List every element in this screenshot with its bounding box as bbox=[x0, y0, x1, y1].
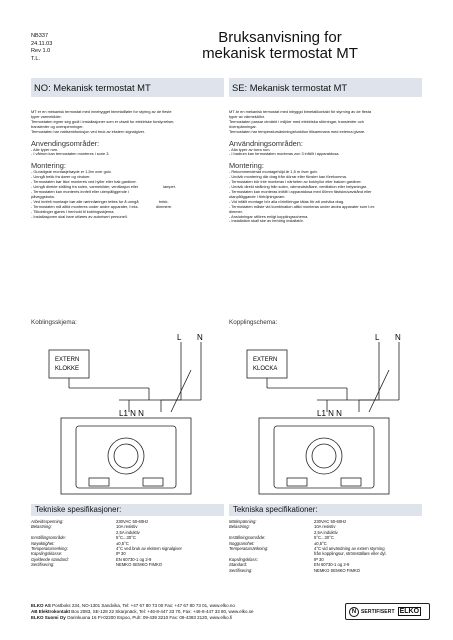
company-name: AB Elektrokontakt bbox=[31, 609, 71, 615]
spec-key: Sertifisering: bbox=[31, 562, 55, 568]
list-item: - Termostaten kan monteras infällt i apparatdosa med 60mm fästskruvavstånd eller bbox=[229, 188, 372, 194]
spec-value: 4°C ved bruk av ekstern signalgiver bbox=[116, 546, 182, 552]
spec-value: 2,5A induktiv bbox=[314, 529, 338, 535]
spec-value: EN 60730-1 og 2-9 bbox=[116, 556, 152, 562]
spec-key: Temperatursenking: bbox=[31, 546, 68, 552]
se-spec-table bbox=[229, 519, 422, 573]
doc-revision: Rev 1.0 bbox=[31, 48, 51, 55]
list-item: - Installasjonen skal bare utføres av autorisert personell. bbox=[31, 213, 128, 219]
text-line: MT er en mekanisk termostat med innebygget bimetallføler for styring av de fleste bbox=[31, 109, 172, 114]
spec-value: 5°C...30°C bbox=[116, 535, 136, 541]
terminal-labels: L1 N N bbox=[317, 409, 342, 418]
se-schema-label: Kopplingschema: bbox=[229, 319, 278, 326]
text-line: typer varmekilder. bbox=[31, 113, 62, 119]
spec-row bbox=[31, 562, 224, 567]
spec-value: 10A resistiv bbox=[314, 524, 336, 530]
spec-value: 10A resistiv bbox=[116, 524, 138, 530]
klocka-label: KLOCKA bbox=[253, 366, 278, 372]
extern-label: EXTERN bbox=[55, 357, 80, 363]
list-item: - Alla typer av torra rum. bbox=[229, 146, 271, 152]
list-item: - Termostaten kan monteres innfelt eller utenpåliggende i bbox=[31, 188, 129, 194]
se-body bbox=[229, 110, 422, 224]
text-line: Termostaten passar utmärkt i miljöer med elektriska störningar, transienter och bbox=[229, 118, 364, 124]
list-item: - Tilkoblinger gjøres i henhold til koblingsskjema. bbox=[31, 208, 115, 214]
certified-label: SERTIFISERT bbox=[361, 608, 395, 615]
title-line-2: mekanisk termostat MT bbox=[202, 45, 358, 62]
text-line: transienter og overspenninger. bbox=[31, 123, 84, 129]
spec-key: Gjeldende standard: bbox=[31, 556, 69, 562]
spec-value: NEMKO SEMKO FIMKO bbox=[116, 562, 163, 568]
extern-label: EXTERN bbox=[253, 357, 278, 363]
list-item: - Ved innfelt montasje bør alle rørinnføringer tettes for å unngå trekk. bbox=[31, 198, 169, 204]
spec-key: Belastning: bbox=[31, 524, 52, 530]
text-line: Termostaten har temperatursänkningsfunktion tillsammans med externa givare. bbox=[229, 128, 366, 134]
se-mount-heading: Montering: bbox=[229, 161, 264, 171]
clock-box bbox=[49, 350, 89, 378]
nemko-icon: N bbox=[349, 607, 359, 617]
document-meta bbox=[31, 33, 52, 63]
contact-text: Box 2083, SE-128 22 Skarpnäck, Tel: +46-8-447 33 70, Fax: +46-8-447 33 80, www.elko.se bbox=[71, 609, 254, 615]
wiring-diagram-no bbox=[31, 330, 221, 498]
spec-key: Arbeidsspenning: bbox=[31, 519, 64, 524]
spec-key: Märkspänning: bbox=[229, 519, 257, 524]
spec-key: Belastning: bbox=[229, 524, 250, 530]
text-line: Termostaten har nattsenkfunksjon ved bruk av ekstern signalgiver. bbox=[31, 128, 145, 134]
l-label: L bbox=[375, 333, 380, 342]
no-use-heading: Anvendingsområder: bbox=[31, 138, 100, 148]
list-item: utanpåliggande i förhöjningsram. bbox=[229, 193, 286, 199]
footer-line-fi bbox=[31, 615, 254, 621]
list-item: - Unngå trekk fra dører og vinduer. bbox=[31, 174, 91, 180]
spec-value: NEMKO SEMKO FIMKO bbox=[314, 567, 361, 573]
spec-row bbox=[229, 568, 422, 573]
doc-author: T.L. bbox=[31, 55, 41, 62]
spec-key: Noggrannhet: bbox=[229, 540, 255, 546]
se-intro bbox=[229, 110, 422, 135]
elko-logo: ELKO bbox=[399, 608, 420, 615]
spec-key: Innstillingsområde: bbox=[31, 535, 66, 541]
spec-value: 230VAC 50-60Hz bbox=[116, 519, 149, 524]
list-item: - Termostaten må alltid monteres under andre apparater, f.eks. dimmere. bbox=[31, 203, 173, 209]
text-line: Termostaten egner seg godt i installasjoner som er utsatt for elektriske forstyrrelser, bbox=[31, 118, 175, 124]
spec-key: Sertifisering: bbox=[229, 567, 253, 573]
list-item: - Termostaten bør ikke monteres ved hyller eller bak gardiner. bbox=[31, 179, 137, 185]
se-section-heading: SE: Mekanisk termostat MT bbox=[229, 78, 422, 97]
spec-value: 5°C...30°C bbox=[314, 535, 334, 541]
list-item: - Gunstigste montasjehøyde er 1,5m over gulv. bbox=[31, 169, 112, 175]
list-item: - Alle typer rom. bbox=[31, 146, 59, 152]
list-item: - I badrum kan termostaten monteras zon 3 infällt i apparatdosa. bbox=[229, 151, 340, 157]
no-schema-label: Koblingsskjema: bbox=[31, 319, 77, 326]
no-spec-heading: Tekniske spesifikasjoner: bbox=[31, 504, 224, 516]
list-item: - Undvik direkt strålning från solen, värmeutstrålare, ventilation eller belysningar. bbox=[229, 184, 367, 190]
doc-code: NB337 bbox=[31, 33, 49, 39]
certification-badge bbox=[345, 603, 430, 620]
list-item: - Undvik montering där drag från dörrar eller fönster kan förekomma. bbox=[229, 174, 347, 180]
spec-value: ±0,5°C bbox=[314, 540, 327, 546]
list-item: - Termostaten bör inte monteras i närheten av bokhyllor eller bakom gardiner. bbox=[229, 179, 362, 185]
no-mount-heading: Montering: bbox=[31, 161, 66, 171]
se-use-heading: Användningsområden: bbox=[229, 138, 303, 148]
se-spec-heading: Tekniska specifikationer: bbox=[229, 504, 422, 516]
spec-value: ±0,5°C bbox=[116, 540, 129, 546]
spec-key: Kapslingsklass: bbox=[229, 556, 258, 562]
terminal-labels: L1 N N bbox=[119, 409, 144, 418]
spec-value: 2,5A induktiv bbox=[116, 529, 140, 535]
list-item: - Vid infällt montage bör alla rörinföringar tätas för att undvika drag. bbox=[229, 198, 345, 204]
wiring-diagram-se bbox=[229, 330, 419, 498]
company-name: ELKO Suomi Oy bbox=[31, 615, 66, 621]
spec-key: Standard: bbox=[229, 562, 248, 568]
doc-date: 24.11.03 bbox=[31, 40, 53, 47]
no-spec-table bbox=[31, 519, 224, 568]
spec-value: från kopplingsur, strömställare eller dyl. bbox=[314, 551, 387, 557]
company-name: ELKO AS bbox=[31, 603, 51, 608]
list-item: dimmer. bbox=[229, 208, 243, 214]
spec-value: EN 60730-1 og 2-9 bbox=[314, 562, 350, 568]
list-item: - Termostaten måste vid kombination alltid monteras under andra apparater som t.ex bbox=[229, 203, 375, 209]
contact-text: Postboks 234, NO-1301 Sandvika, Tel: +47 67 80 73 00 Fax: +47 67 80 73 01, www.elko.no bbox=[52, 603, 235, 608]
list-item: - Anslutningar utföres enligt kopplingsschema. bbox=[229, 213, 309, 219]
contact-text: Oarinkuona 16 FI-02200 Espoo, Puh: 09-439 3210 Fax: 09-4393 2120, www.elko.fi bbox=[67, 615, 233, 621]
no-body bbox=[31, 110, 224, 219]
n-label: N bbox=[197, 333, 203, 342]
spec-value: 230VAC 50-60Hz bbox=[314, 519, 347, 524]
list-item: - I våtrom kan termostaten monteres i sone 3. bbox=[31, 151, 110, 157]
no-section-heading: NO: Mekanisk termostat MT bbox=[31, 78, 224, 97]
text-line: typer av värmekällor. bbox=[229, 113, 265, 119]
n-label: N bbox=[395, 333, 401, 342]
klokke-label: KLOKKE bbox=[55, 366, 80, 372]
list-item: - Unngå direkte stråling fra solen, varmekilder, ventilasjon eller lamper. bbox=[31, 184, 176, 190]
spec-value: IP 30 bbox=[314, 556, 324, 562]
title-line-1: Bruksanvisning for bbox=[218, 29, 342, 46]
spec-key: Kapslingsklasse: bbox=[31, 551, 63, 557]
spec-key: Inställningsområde: bbox=[229, 535, 266, 541]
list-item: - Rekommenderad montagehöjd är 1,5 m över golv. bbox=[229, 169, 318, 175]
page-title bbox=[130, 30, 430, 62]
text-line: överspänningar. bbox=[229, 123, 257, 129]
list-item: - Installation skall ske av behörig installatör. bbox=[229, 218, 304, 224]
spec-key: Temperatursänkning: bbox=[229, 546, 269, 552]
spec-value: 4°C vid användning av extern styrning bbox=[314, 546, 385, 552]
footer-contacts bbox=[31, 603, 254, 621]
spec-key: Nøyaktighet: bbox=[31, 540, 55, 546]
text-line: MT är en mekanisk termostat med inbyggd bimetallkontakt för styrning av de flesta bbox=[229, 109, 372, 114]
no-intro bbox=[31, 110, 224, 135]
l-label: L bbox=[177, 333, 182, 342]
list-item: påveggsboks. bbox=[31, 193, 56, 199]
clock-box bbox=[247, 350, 287, 378]
spec-value: IP 30 bbox=[116, 551, 126, 557]
